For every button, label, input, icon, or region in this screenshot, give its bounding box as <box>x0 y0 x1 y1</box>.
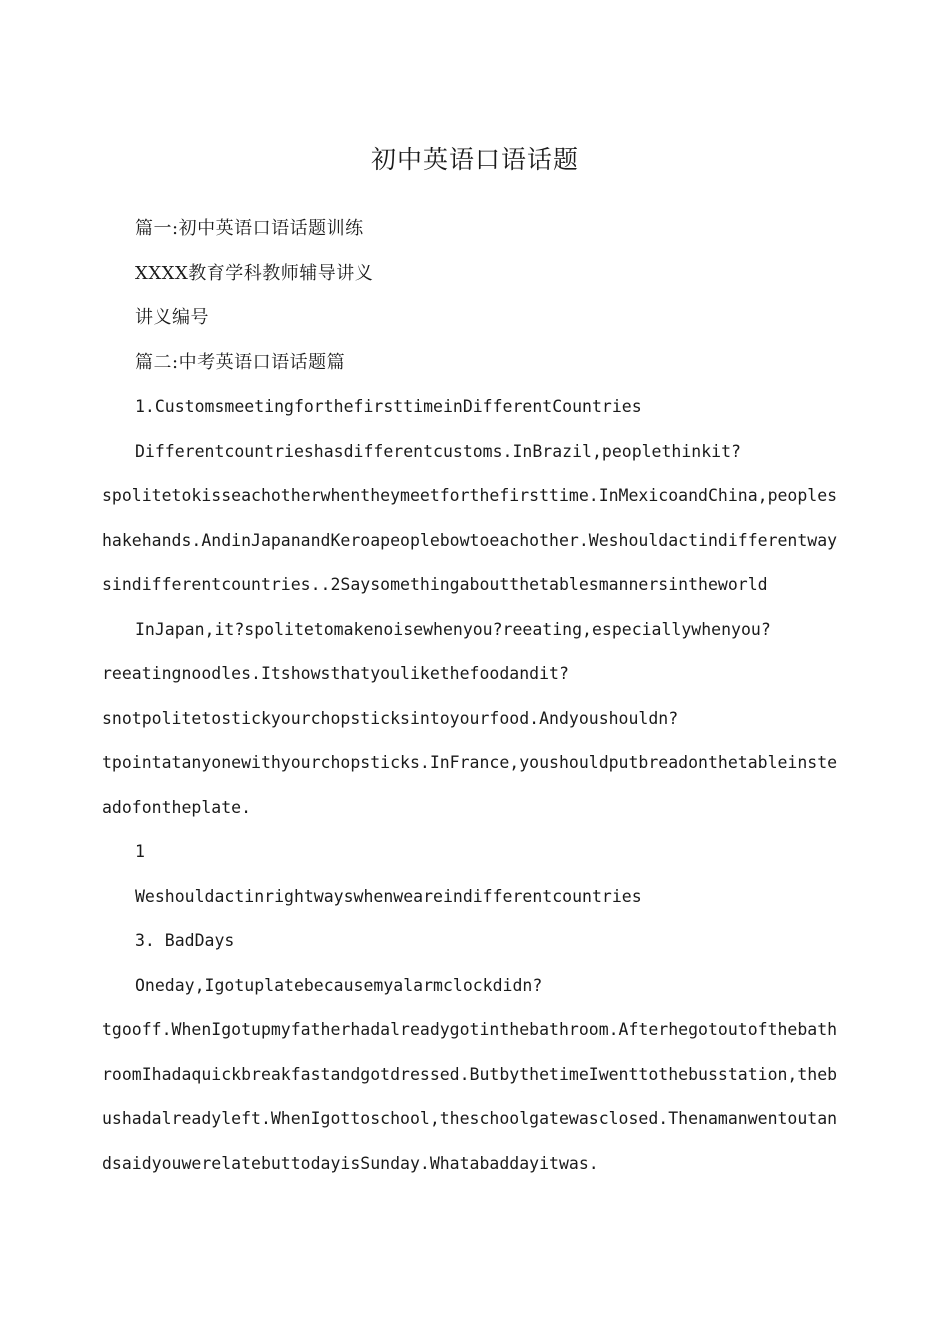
paragraph-line: tgooff.WhenIgotupmyfatherhadalreadygotinthebathroom.Afterhegotoutofthebath <box>102 1020 838 1039</box>
paragraph-line: ushadalreadyleft.WhenIgottoschool,theschoolgatewasclosed.Thenamanwentoutan <box>102 1109 838 1128</box>
paragraph-line: 讲义编号 <box>135 307 209 328</box>
paragraph-line: spolitetokisseachotherwhentheymeetforthefirsttime.InMexicoandChina,peoples <box>102 486 838 505</box>
paragraph-line: tpointatanyonewithyourchopsticks.InFrance,youshouldputbreadonthetableinste <box>102 753 838 772</box>
paragraph-line: adofontheplate. <box>102 797 252 817</box>
paragraph-line: Differentcountrieshasdifferentcustoms.InBrazil,peoplethinkit? <box>135 441 741 461</box>
document-body <box>102 207 854 1186</box>
paragraph-line: snotpolitetostickyourchopsticksintoyourfood.Andyoushouldn? <box>102 708 679 728</box>
paragraph-line: Oneday,Igotuplatebecausemyalarmclockdidn? <box>135 975 543 995</box>
paragraph-line: Weshouldactinrightwayswhenweareindifferentcountries <box>135 886 642 906</box>
paragraph-line: roomIhadaquickbreakfastandgotdressed.ButbythetimeIwenttothebusstation,theb <box>102 1064 838 1084</box>
section-heading-1: 篇一:初中英语口语话题训练 <box>135 218 364 239</box>
topic-heading-1: 1.CustomsmeetingforthefirsttimeinDifferentCountries <box>135 397 642 416</box>
paragraph-line: InJapan,it?spolitetomakenoisewhenyou?reeating,especiallywhenyou? <box>135 619 771 639</box>
paragraph-line: dsaidyouwerelatebuttodayisSunday.Whatabaddayitwas. <box>102 1153 599 1173</box>
paragraph-line: reeatingnoodles.Itshowsthatyoulikethefoodandit? <box>102 664 569 683</box>
page-number: 1 <box>135 842 145 861</box>
paragraph-line: sindifferentcountries..2Saysomethingaboutthetablesmannersintheworld <box>102 575 768 594</box>
topic-heading-3: 3. BadDays <box>135 931 235 950</box>
paragraph-line: XXXX教育学科教师辅导讲义 <box>135 262 374 284</box>
document-title: 初中英语口语话题 <box>370 145 579 174</box>
section-heading-2: 篇二:中考英语口语话题篇 <box>135 351 346 373</box>
paragraph-line: hakehands.AndinJapanandKeroapeoplebowtoeachother.Weshouldactindifferentway <box>102 530 838 550</box>
